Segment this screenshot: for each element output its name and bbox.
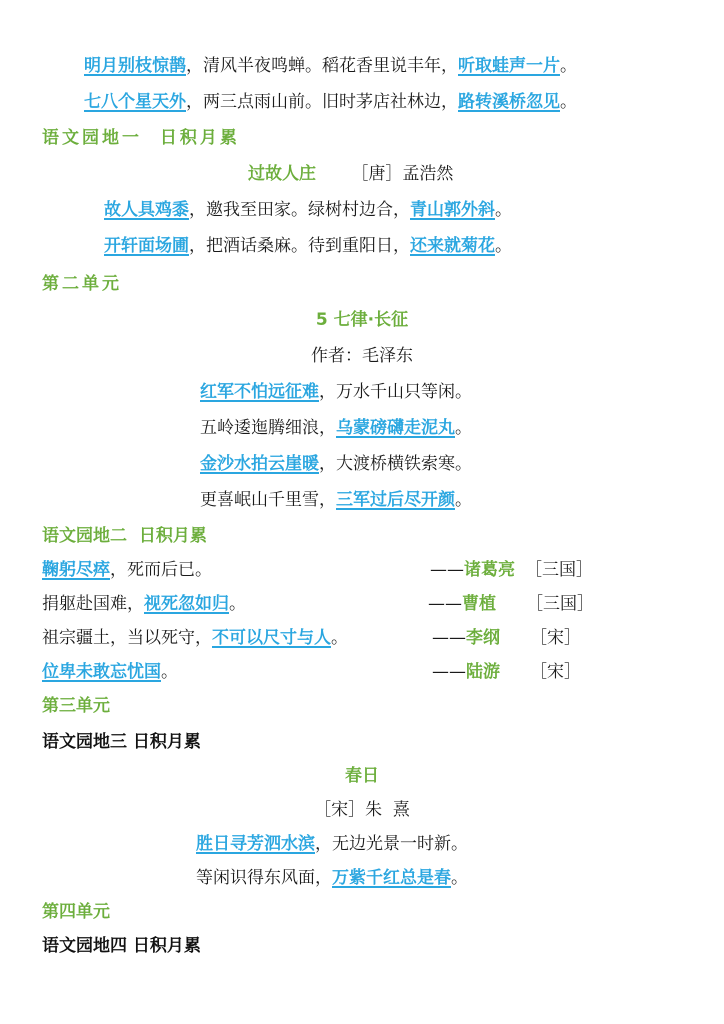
- poem-text: 等闲识得东风面，: [196, 868, 332, 888]
- quote-author: 李纲: [466, 628, 500, 648]
- poem1-line2: [84, 90, 577, 114]
- highlight-phrase: 七八个星天外: [84, 92, 186, 112]
- poem4-line2: [196, 866, 468, 890]
- poem-title: 过故人庄: [248, 164, 316, 184]
- highlight-phrase: 万紫千红总是春: [332, 868, 451, 888]
- poem2-header: [248, 162, 453, 186]
- poem-text: ，两三点雨山前。旧时茅店社林边，: [186, 92, 458, 112]
- quote-post: ，死而后已。: [110, 560, 212, 580]
- poem3-line2: [200, 416, 472, 440]
- poem-text: ，把酒话桑麻。待到重阳日，: [189, 236, 410, 256]
- highlight-phrase: 胜日寻芳泗水滨: [196, 834, 315, 854]
- unit-heading: 第三单元: [42, 696, 110, 716]
- section-heading: 语文园地四 日积月累: [42, 936, 201, 956]
- highlight-phrase: 还来就菊花: [410, 236, 495, 256]
- unit-heading: 第四单元: [42, 902, 110, 922]
- poem-text: ，万水千山只等闲。: [319, 382, 472, 402]
- dash: ——: [432, 628, 466, 648]
- poem-text: ，大渡桥横铁索寒。: [319, 454, 472, 474]
- quote-era: ［宋］: [530, 628, 581, 648]
- poem-text: 五岭逶迤腾细浪，: [200, 418, 336, 438]
- highlight-phrase: 视死忽如归: [144, 594, 229, 614]
- highlight-phrase: 乌蒙磅礴走泥丸: [336, 418, 455, 438]
- highlight-phrase: 位卑未敢忘忧国: [42, 662, 161, 682]
- highlight-phrase: 青山郭外斜: [410, 200, 495, 220]
- punct: 。: [495, 236, 512, 256]
- section-heading: 语文园地二 日积月累: [42, 526, 207, 546]
- section-heading: 语文园地三 日积月累: [42, 732, 201, 752]
- quote-era: ［三国］: [525, 560, 593, 580]
- quote-era: ［宋］: [530, 662, 581, 682]
- quote-pre: 捐躯赴国难，: [42, 594, 144, 614]
- highlight-phrase: 路转溪桥忽见: [458, 92, 560, 112]
- punct: 。: [560, 92, 577, 112]
- poem2-line2: [104, 234, 512, 258]
- punct: 。: [455, 418, 472, 438]
- quote-era: ［三国］: [526, 594, 594, 614]
- highlight-phrase: 听取蛙声一片: [458, 56, 560, 76]
- highlight-phrase: 明月别枝惊鹊: [84, 56, 186, 76]
- quote-source: [432, 660, 581, 684]
- quote-source: [430, 558, 593, 582]
- quote-author: 诸葛亮: [464, 560, 515, 580]
- quote-author: 曹植: [462, 594, 496, 614]
- poem4-line1: [196, 832, 468, 856]
- poem-text: 更喜岷山千里雪，: [200, 490, 336, 510]
- quote-post: 。: [331, 628, 348, 648]
- poem-text: ，清风半夜鸣蝉。稻花香里说丰年，: [186, 56, 458, 76]
- poem-text: ，无边光景一时新。: [315, 834, 468, 854]
- poem-text: ，邀我至田家。绿树村边合，: [189, 200, 410, 220]
- unit-heading: 第二单元: [42, 274, 122, 294]
- poem2-line1: [104, 198, 512, 222]
- punct: 。: [451, 868, 468, 888]
- section-heading: 语文园地一 日积月累: [42, 128, 240, 148]
- poem-author: 作者：毛泽东: [311, 346, 413, 366]
- quote-text: [42, 558, 212, 582]
- dash: ——: [432, 662, 466, 682]
- highlight-phrase: 鞠躬尽瘁: [42, 560, 110, 580]
- poem3-line4: [200, 488, 472, 512]
- poem-title: 春日: [345, 766, 379, 786]
- highlight-phrase: 故人具鸡黍: [104, 200, 189, 220]
- highlight-phrase: 开轩面场圃: [104, 236, 189, 256]
- punct: 。: [455, 490, 472, 510]
- poem-author: ［宋］朱 熹: [314, 800, 410, 820]
- highlight-phrase: 不可以尺寸与人: [212, 628, 331, 648]
- quote-author: 陆游: [466, 662, 500, 682]
- quote-post: 。: [229, 594, 246, 614]
- quote-text: [42, 626, 348, 650]
- punct: 。: [495, 200, 512, 220]
- quote-post: 。: [161, 662, 178, 682]
- poem-title: 5 七律·长征: [315, 310, 409, 330]
- poem-author: ［唐］孟浩然: [351, 164, 454, 184]
- quote-text: [42, 592, 246, 616]
- highlight-phrase: 金沙水拍云崖暖: [200, 454, 319, 474]
- quote-pre: 祖宗疆土，当以死守，: [42, 628, 212, 648]
- dash: ——: [428, 594, 462, 614]
- poem3-line3: [200, 452, 472, 476]
- punct: 。: [560, 56, 577, 76]
- highlight-phrase: 三军过后尽开颜: [336, 490, 455, 510]
- highlight-phrase: 红军不怕远征难: [200, 382, 319, 402]
- quote-text: [42, 660, 178, 684]
- quote-source: [432, 626, 581, 650]
- poem3-line1: [200, 380, 472, 404]
- dash: ——: [430, 560, 464, 580]
- poem1-line1: [84, 54, 577, 78]
- quote-source: [428, 592, 594, 616]
